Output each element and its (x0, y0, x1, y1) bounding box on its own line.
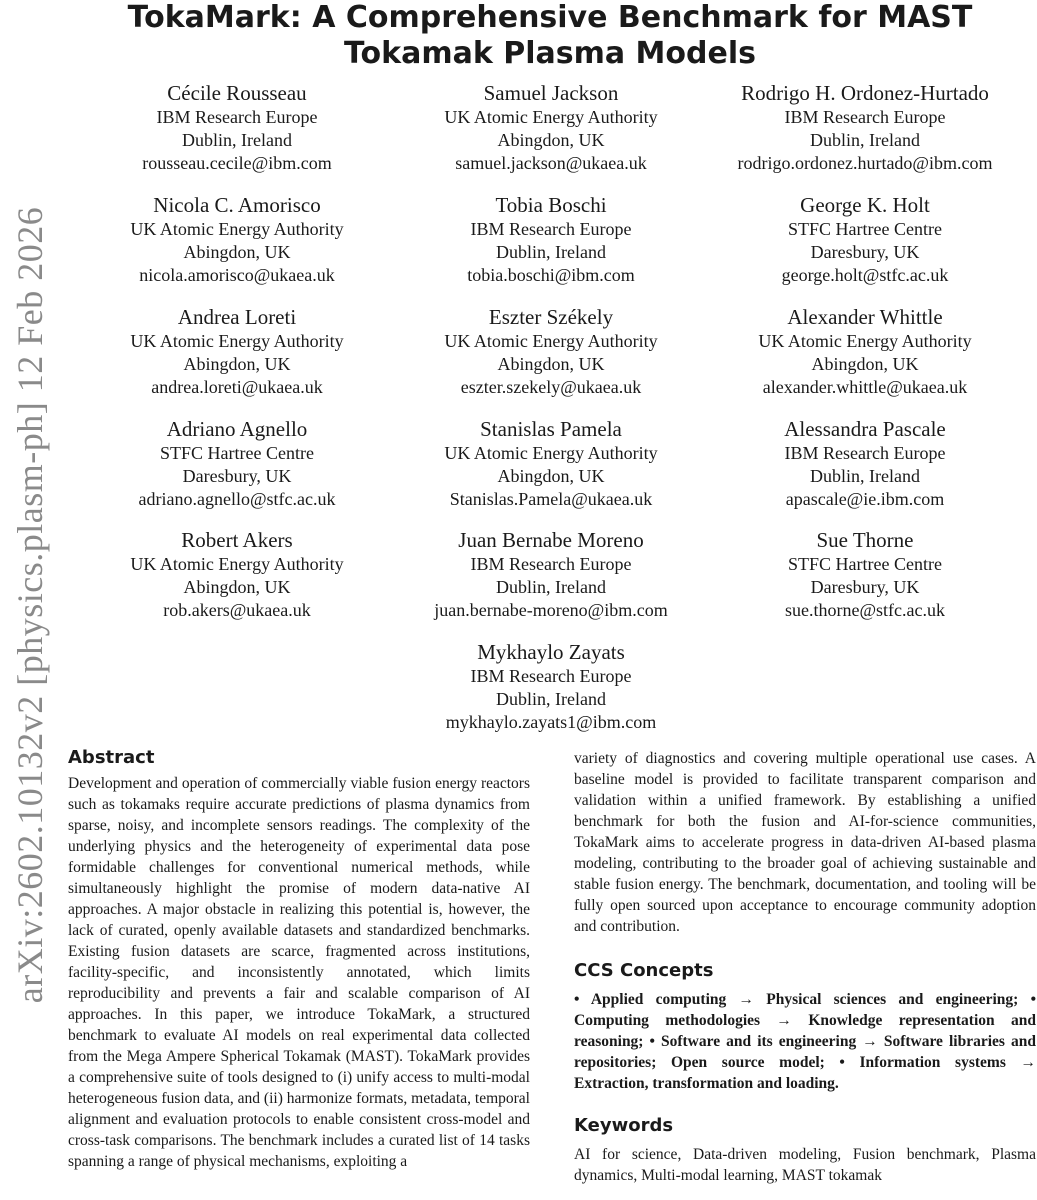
author-location: Abingdon, UK (183, 242, 291, 262)
author-location: Daresbury, UK (810, 577, 920, 597)
author-name: Adriano Agnello (166, 417, 308, 441)
author-name: Stanislas Pamela (480, 417, 622, 441)
author-email[interactable]: mykhaylo.zayats1@ibm.com (445, 712, 657, 732)
ccs-heading: CCS Concepts (574, 960, 714, 981)
author-entry (695, 416, 1035, 511)
author-affiliation: IBM Research Europe (470, 554, 632, 574)
author-location: Dublin, Ireland (810, 130, 920, 150)
author-name: Rodrigo H. Ordonez-Hurtado (741, 81, 989, 105)
author-entry (67, 192, 407, 287)
author-location: Abingdon, UK (183, 577, 291, 597)
author-affiliation: UK Atomic Energy Authority (130, 554, 344, 574)
author-email[interactable]: apascale@ie.ibm.com (785, 489, 945, 509)
author-email[interactable]: eszter.szekely@ukaea.uk (460, 377, 642, 397)
author-location: Abingdon, UK (811, 354, 919, 374)
author-affiliation: STFC Hartree Centre (788, 554, 942, 574)
ccs-section (574, 959, 1036, 1094)
author-entry (381, 192, 721, 287)
author-affiliation: IBM Research Europe (784, 107, 946, 127)
author-affiliation: UK Atomic Energy Authority (444, 107, 658, 127)
abstract-heading: Abstract (68, 747, 155, 768)
author-name: Nicola C. Amorisco (153, 193, 321, 217)
author-affiliation: IBM Research Europe (470, 219, 632, 239)
author-location: Dublin, Ireland (496, 577, 606, 597)
author-name: Eszter Székely (488, 305, 614, 329)
author-email[interactable]: rob.akers@ukaea.uk (163, 600, 311, 620)
author-name: Sue Thorne (816, 528, 914, 552)
author-affiliation: UK Atomic Energy Authority (130, 331, 344, 351)
abstract-text: Development and operation of commercially viable fusion energy reactors such as tokamaks require accurate predictions of plasma dynamics from sparse, noisy, and incomplete sensors readings. The complexity of the underlying physics and the heterogeneity of experimental data pose formidable challenges for conventional numerical methods, while simultaneously highlight the promise of modern data-native AI approaches. A major obstacle in realizing this potential is, however, the lack of curated, openly available datasets and standardized benchmarks. Existing fusion datasets are scarce, fragmented across institutions, facility-specific, and inconsistently annotated, which limits reproducibility and prevents a fair and scalable comparison of AI approaches. In this paper, we introduce TokaMark, a structured benchmark to evaluate AI models on real experimental data collected from the Mega Ampere Spherical Tokamak (MAST). TokaMark provides a comprehensive suite of tools designed to (i) unify access to multi-modal heterogeneous fusion data, and (ii) harmonize formats, metadata, temporal alignment and evaluation protocols to enable consistent cross-model and cross-task comparisons. The benchmark includes a curated list of 14 tasks spanning a range of physical mechanisms, exploiting a (68, 775, 530, 1170)
author-entry (695, 304, 1035, 399)
author-email[interactable]: george.holt@stfc.ac.uk (781, 265, 949, 285)
author-location: Abingdon, UK (183, 354, 291, 374)
author-entry (67, 80, 407, 175)
author-email[interactable]: andrea.loreti@ukaea.uk (151, 377, 323, 397)
author-affiliation: UK Atomic Energy Authority (130, 219, 344, 239)
right-column (574, 748, 1036, 1186)
author-name: George K. Holt (800, 193, 930, 217)
author-affiliation: UK Atomic Energy Authority (444, 331, 658, 351)
author-affiliation: UK Atomic Energy Authority (444, 443, 658, 463)
author-name: Mykhaylo Zayats (477, 640, 625, 664)
author-email[interactable]: alexander.whittle@ukaea.uk (762, 377, 968, 397)
keywords-section (574, 1114, 1036, 1186)
author-location: Abingdon, UK (497, 354, 605, 374)
author-email[interactable]: rodrigo.ordonez.hurtado@ibm.com (737, 153, 993, 173)
left-column (68, 746, 530, 1172)
author-location: Daresbury, UK (182, 466, 292, 486)
arxiv-identifier: arXiv:2602.10132v2 [physics.plasm-ph] 12 Feb 2026 (10, 206, 50, 1004)
author-entry (695, 192, 1035, 287)
author-name: Tobia Boschi (495, 193, 607, 217)
author-email[interactable]: Stanislas.Pamela@ukaea.uk (449, 489, 653, 509)
author-location: Abingdon, UK (497, 130, 605, 150)
author-location: Dublin, Ireland (182, 130, 292, 150)
author-email[interactable]: juan.bernabe-moreno@ibm.com (434, 600, 668, 620)
ccs-text: • Applied computing → Physical sciences and engineering; • Computing methodologies → Knowledge representation and reasoning; • Software and its engineering → Software libraries and repositories; Open source model; • Information systems → Extraction, transformation and loading. (574, 991, 1036, 1092)
author-entry (381, 639, 721, 734)
author-name: Andrea Loreti (177, 305, 297, 329)
author-entry (67, 304, 407, 399)
author-email[interactable]: tobia.boschi@ibm.com (467, 265, 635, 285)
author-name: Alexander Whittle (787, 305, 943, 329)
paper-title: TokaMark: A Comprehensive Benchmark for MAST Tokamak Plasma Models (127, 0, 973, 71)
author-name: Robert Akers (181, 528, 293, 552)
author-affiliation: IBM Research Europe (156, 107, 318, 127)
author-entry (695, 80, 1035, 175)
author-affiliation: UK Atomic Energy Authority (758, 331, 972, 351)
author-affiliation: IBM Research Europe (470, 666, 632, 686)
author-location: Dublin, Ireland (496, 689, 606, 709)
author-entry (695, 527, 1035, 622)
author-location: Dublin, Ireland (810, 466, 920, 486)
author-affiliation: STFC Hartree Centre (788, 219, 942, 239)
author-entry (381, 304, 721, 399)
author-location: Dublin, Ireland (496, 242, 606, 262)
author-email[interactable]: sue.thorne@stfc.ac.uk (784, 600, 946, 620)
author-entry (381, 527, 721, 622)
author-name: Cécile Rousseau (167, 81, 307, 105)
keywords-heading: Keywords (574, 1115, 674, 1136)
author-name: Juan Bernabe Moreno (458, 528, 644, 552)
keywords-text: AI for science, Data-driven modeling, Fusion benchmark, Plasma dynamics, Multi-modal learning, MAST tokamak (574, 1146, 1036, 1184)
author-name: Samuel Jackson (483, 81, 619, 105)
author-affiliation: STFC Hartree Centre (160, 443, 314, 463)
author-location: Abingdon, UK (497, 466, 605, 486)
author-entry (67, 416, 407, 511)
author-location: Daresbury, UK (810, 242, 920, 262)
author-entry (67, 527, 407, 622)
author-entry (381, 416, 721, 511)
abstract-continuation: variety of diagnostics and covering multiple operational use cases. A baseline model is provided to facilitate transparent comparison and validation within a unified framework. By establishing a unified benchmark for both the fusion and AI-for-science communities, TokaMark aims to accelerate progress in data-driven AI-based plasma modeling, contributing to the broader goal of achieving sustainable and stable fusion energy. The benchmark, documentation, and tooling will be fully open sourced upon acceptance to encourage community adoption and contribution. (574, 750, 1036, 935)
author-name: Alessandra Pascale (784, 417, 946, 441)
author-email[interactable]: nicola.amorisco@ukaea.uk (139, 265, 335, 285)
author-entry (381, 80, 721, 175)
author-email[interactable]: adriano.agnello@stfc.ac.uk (138, 489, 336, 509)
author-affiliation: IBM Research Europe (784, 443, 946, 463)
author-email[interactable]: rousseau.cecile@ibm.com (142, 153, 332, 173)
author-email[interactable]: samuel.jackson@ukaea.uk (455, 153, 647, 173)
arxiv-sidebar (0, 175, 60, 1035)
